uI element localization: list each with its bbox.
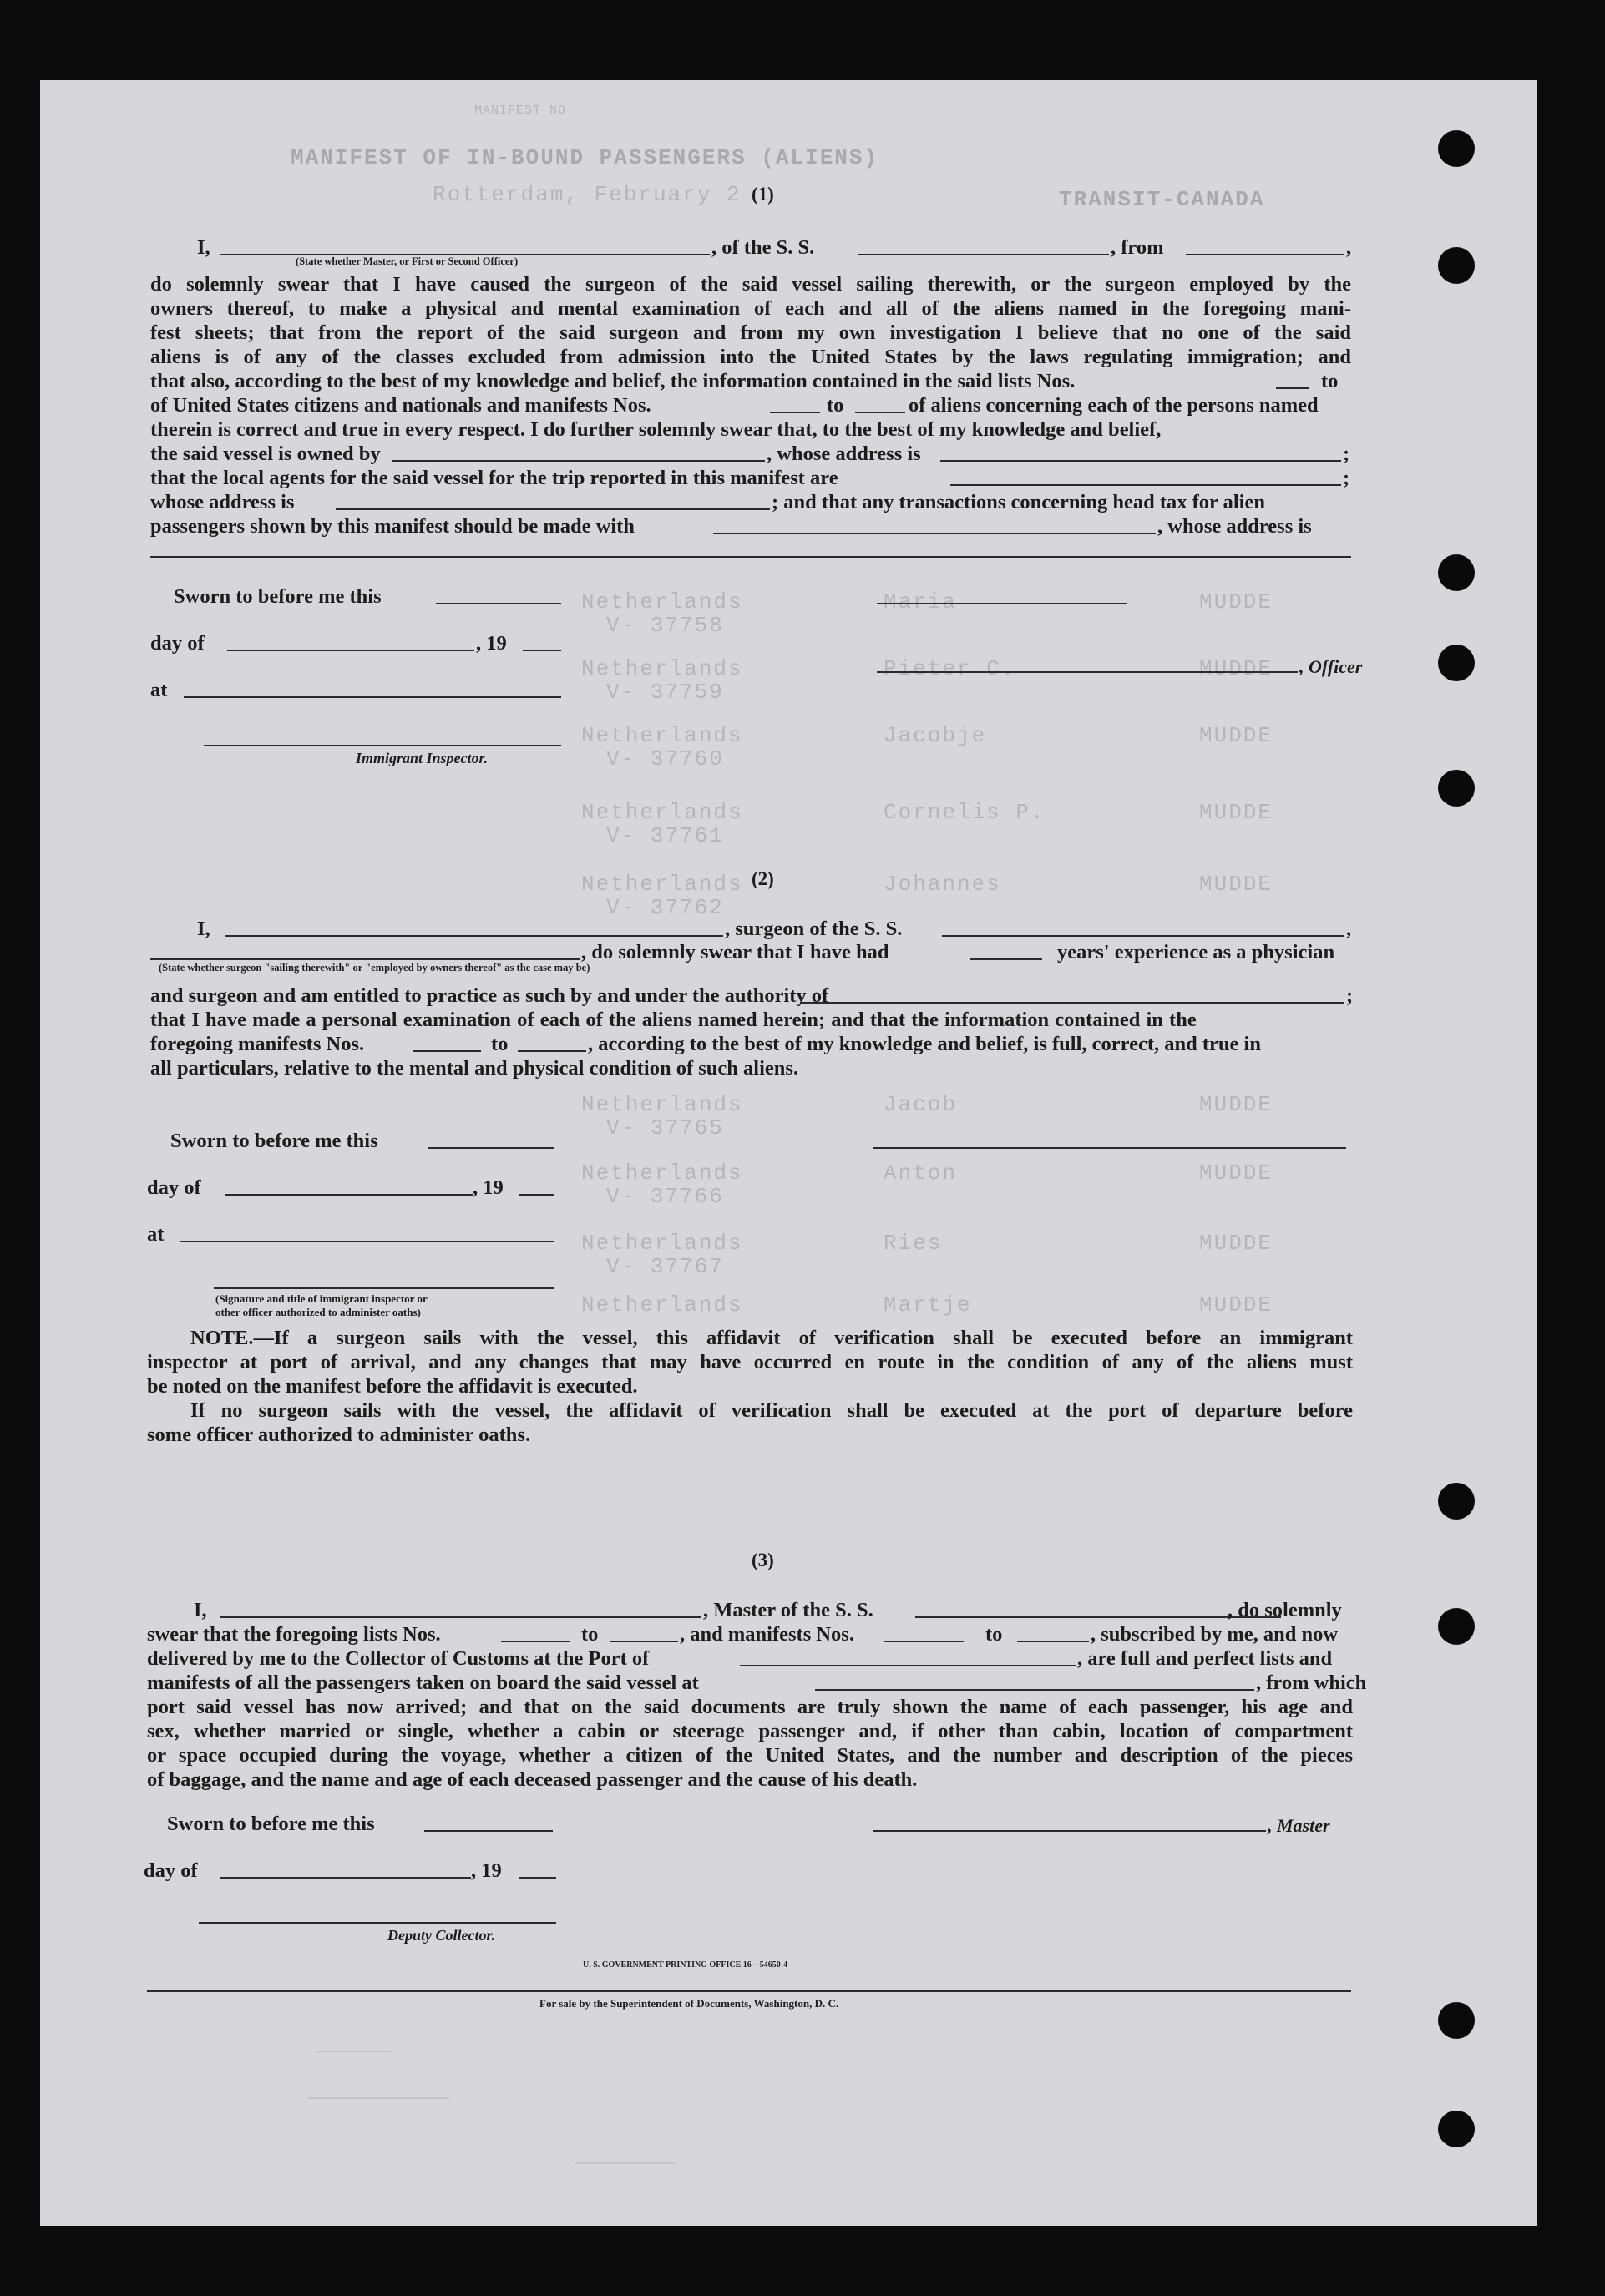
ghost-nationality: Netherlands [581,723,743,748]
punch-hole [1438,1483,1475,1520]
s3-do-solemnly: , do solemnly [1228,1599,1342,1621]
punch-hole [1438,554,1475,591]
s3-i: I, [194,1599,207,1621]
s3-swear: swear that the foregoing lists Nos. [147,1623,441,1646]
s2-years: years' experience as a physician [1057,941,1335,963]
ghost-title: MANIFEST OF IN-BOUND PASSENGERS (ALIENS) [291,145,879,170]
s2-day-field[interactable] [225,1194,473,1196]
s2-authority: and surgeon and am entitled to practice as such by and under the authority of [150,984,829,1007]
ghost-transit: TRANSIT-CANADA [1059,187,1265,212]
s2-nineteen: , 19 [473,1176,504,1199]
s1-semicolon-2: ; [1343,467,1350,489]
s3-oath-text [147,1695,1353,1792]
s2-manifest-from-field[interactable] [413,1050,481,1052]
s2-inspector-signature[interactable] [214,1287,554,1289]
s1-final-address-field[interactable] [150,556,1351,558]
s1-aliens-concerning: of aliens concerning each of the persons named [909,394,1319,417]
s3-ship-field[interactable] [915,1616,1281,1618]
s1-owned-by: the said vessel is owned by [150,443,381,465]
footer-rule [147,1990,1351,1992]
s3-and-manifests: , and manifests Nos. [680,1623,854,1646]
s2-ship-field[interactable] [942,935,1344,937]
s3-subscribed: , subscribed by me, and now [1091,1623,1339,1646]
ghost-scribble [316,2030,391,2052]
ghost-scribble [307,2077,449,2099]
ghost-given-name: Jacobje [884,723,987,748]
s2-authority-field[interactable] [800,1002,1344,1004]
ghost-nationality: Netherlands [581,872,743,897]
ghost-nationality: Netherlands [581,1231,743,1256]
ghost-given-name: Anton [884,1161,958,1186]
s1-owner-field[interactable] [392,460,765,462]
ghost-visa: V- 37767 [606,1254,724,1279]
s2-note-3: be noted on the manifest before the affidavit is executed. [147,1375,638,1398]
s2-personal-exam: that I have made a personal examination of each of the aliens named herein; and that the information contained in the [150,1009,1197,1031]
s1-passengers-shown: passengers shown by this manifest should be made with [150,515,635,538]
ghost-surname: MUDDE [1199,589,1273,614]
ghost-given-name: Pieter C. [884,656,1016,681]
s1-at-field[interactable] [184,696,561,698]
sale-imprint: For sale by the Superintendent of Documents, Washington, D. C. [539,1997,839,2010]
s1-semicolon: ; [1343,443,1350,465]
s2-surgeon-type-field[interactable] [150,958,580,960]
manifest-back-page [40,80,1537,2226]
s1-at: at [150,679,168,701]
s1-from-field[interactable] [1186,254,1344,255]
s2-manifest-to-field[interactable] [518,1050,586,1052]
s3-nineteen: , 19 [471,1859,502,1882]
s1-head-tax: ; and that any transactions concerning head tax for alien [772,491,1265,513]
s1-line: fest sheets; that from the report of the said surgeon and from my own investigation I believe that no one of the said [150,321,1351,344]
s2-sig-caption-2: other officer authorized to administer oaths) [215,1306,421,1318]
s1-day-of: day of [150,632,205,655]
s1-correct-line: therein is correct and true in every respect. I do further solemnly swear that, to the best of my knowledge and belief, [150,418,1162,441]
s2-note-1: NOTE.—If a surgeon sails with the vessel, this affidavit of verification shall be executed before an immigrant [190,1327,1353,1349]
punch-hole [1438,1608,1475,1645]
s1-sworn-field[interactable] [436,603,561,604]
s1-comma: , [1346,236,1352,259]
s1-day-field[interactable] [227,650,474,651]
s2-surgeon-name-field[interactable] [225,935,723,937]
ghost-visa: V- 37761 [606,823,724,848]
s2-semicolon: ; [1346,984,1354,1007]
s1-from-label: , from [1111,236,1164,259]
s1-oath-text [150,272,1351,369]
s3-manifests-of: manifests of all the passengers taken on board the said vessel at [147,1671,699,1694]
s2-sig-caption-1: (Signature and title of immigrant inspector or [215,1292,428,1305]
s2-particulars: all particulars, relative to the mental and physical condition of such aliens. [150,1057,799,1080]
s3-master-of: , Master of the S. S. [703,1599,873,1621]
s1-line: aliens is of any of the classes excluded from admission into the United States by the laws regulating immigration; and [150,346,1351,368]
ghost-nationality: Netherlands [581,800,743,825]
s1-ss-label: , of the S. S. [711,236,815,259]
s1-owner-address-field[interactable] [940,460,1341,462]
s3-to-2: to [985,1623,1003,1646]
punch-hole [1438,2111,1475,2147]
s3-lists-from-field[interactable] [501,1641,570,1642]
ghost-surname: MUDDE [1199,723,1273,748]
s1-officer-label: , Officer [1299,656,1363,677]
s3-embark-port-field[interactable] [815,1689,1254,1691]
s3-line: sex, whether married or single, whether a cabin or steerage passenger and, if other than cabin, location of compartment [147,1720,1353,1742]
punch-hole [1438,247,1475,284]
s2-at-field[interactable] [180,1241,554,1242]
ghost-surname: MUDDE [1199,872,1273,897]
s1-inspector-label: Immigrant Inspector. [356,750,489,766]
s2-to: to [491,1033,509,1055]
ghost-surname: MUDDE [1199,1231,1273,1256]
s3-line: of baggage, and the name and age of each deceased passenger and the cause of his death. [147,1768,918,1791]
s3-to-1: to [581,1623,599,1646]
punch-hole [1438,130,1475,167]
s2-solemnly: , do solemnly swear that I have had [581,941,889,963]
s1-agents-field[interactable] [950,484,1341,486]
s3-line: or space occupied during the voyage, whether a citizen of the United States, and the number and description of the pieces [147,1744,1353,1767]
s1-manifests-line: of United States citizens and nationals and manifests Nos. [150,394,651,417]
section-3-heading: (3) [752,1550,774,1570]
s2-foregoing: foregoing manifests Nos. [150,1033,365,1055]
s3-line: port said vessel has now arrived; and that on the said documents are truly shown the name of each passenger, his age and [147,1696,1353,1718]
s3-from-which: , from which [1256,1671,1367,1694]
s3-manifests-to-field[interactable] [1017,1641,1089,1642]
punch-hole [1438,770,1475,807]
ghost-nationality: Netherlands [581,1161,743,1186]
s2-caption: (State whether surgeon "sailing therewith" or "employed by owners thereof" as the case may be) [159,962,590,974]
punch-hole [1438,645,1475,681]
s3-lists-to-field[interactable] [610,1641,678,1642]
s1-manifest-to-field[interactable] [855,412,905,413]
s2-note-5: some officer authorized to administer oaths. [147,1424,531,1446]
ghost-nationality: Netherlands [581,589,743,614]
ghost-nationality: Netherlands [581,1292,743,1317]
s1-i: I, [197,236,210,259]
s1-agents-address-field[interactable] [336,508,770,510]
s2-according: , according to the best of my knowledge and belief, is full, correct, and true in [588,1033,1261,1055]
s3-sworn-field[interactable] [424,1830,553,1832]
s1-line: owners thereof, to make a physical and mental examination of each and all of the aliens named in the foregoing mani- [150,297,1351,320]
section-2-heading: (2) [752,868,774,889]
ghost-given-name: Ries [884,1231,943,1256]
s2-at: at [147,1223,165,1246]
s1-ship-field[interactable] [858,254,1109,255]
s1-whose-address: , whose address is [767,443,921,465]
ghost-visa: V- 37760 [606,746,724,771]
punch-hole [1438,2002,1475,2039]
ghost-sailing: Rotterdam, February 2 [433,182,742,207]
ghost-surname: MUDDE [1199,800,1273,825]
ghost-given-name: Jacob [884,1092,958,1117]
s2-note-2: inspector at port of arrival, and any changes that may have occurred en route in the condition of any of the aliens must [147,1351,1353,1373]
ghost-visa: V- 37758 [606,613,724,638]
s3-master-signature[interactable] [873,1830,1266,1832]
s1-head-tax-field[interactable] [713,533,1156,534]
ghost-given-name: Maria [884,589,958,614]
s3-year-field[interactable] [519,1877,556,1879]
s3-delivered: delivered by me to the Collector of Customs at the Port of [147,1647,650,1670]
ghost-visa: V- 37759 [606,680,724,705]
s3-manifests-from-field[interactable] [884,1641,964,1642]
s1-sworn: Sworn to before me this [174,585,382,608]
s3-deputy-signature[interactable] [199,1922,556,1924]
s1-whose-address-is-2: , whose address is [1157,515,1312,538]
s2-years-field[interactable] [970,958,1042,960]
s2-comma: , [1346,918,1352,940]
s1-manifest-from-field[interactable] [770,412,820,413]
section-1-heading: (1) [752,184,774,205]
s3-deputy-label: Deputy Collector. [387,1927,495,1944]
s2-i: I, [197,918,210,940]
ghost-given-name: Cornelis P. [884,800,1046,825]
s3-day-field[interactable] [220,1877,471,1879]
s3-are-full: , are full and perfect lists and [1077,1647,1333,1670]
s2-day-of: day of [147,1176,201,1199]
s1-manifests-to: to [827,394,844,417]
ghost-surname: MUDDE [1199,1092,1273,1117]
s2-note-4: If no surgeon sails with the vessel, the affidavit of verification shall be executed at the port of departure before [190,1399,1353,1422]
ghost-surname: MUDDE [1199,656,1273,681]
gpo-imprint: U. S. GOVERNMENT PRINTING OFFICE 16—54650-4 [583,1960,788,1970]
ghost-surname: MUDDE [1199,1161,1273,1186]
s1-line: do solemnly swear that I have caused the surgeon of the said vessel sailing therewith, or the surgeon employed by the [150,273,1351,296]
s1-officer-signature-top[interactable] [877,603,1127,604]
s1-inspector-signature[interactable] [204,745,561,746]
s1-officer-field[interactable] [877,671,1298,673]
s1-caption: (State whether Master, or First or Second Officer) [296,255,519,267]
s3-port-field[interactable] [740,1665,1076,1666]
ghost-manifest-no: MANIFEST NO. [474,104,575,118]
ghost-nationality: Netherlands [581,1092,743,1117]
ghost-scribble [575,2146,675,2164]
ghost-surname: MUDDE [1199,1292,1273,1317]
s3-master-name-field[interactable] [220,1616,701,1618]
s1-local-agents: that the local agents for the said vessel for the trip reported in this manifest are [150,467,838,489]
s1-whose-address-is: whose address is [150,491,295,513]
s3-day-of: day of [144,1859,198,1882]
ghost-visa: V- 37766 [606,1184,724,1209]
s2-sworn: Sworn to before me this [170,1130,378,1152]
ghost-given-name: Martje [884,1292,972,1317]
s2-surgeon-of: , surgeon of the S. S. [725,918,903,940]
s3-sworn: Sworn to before me this [167,1813,375,1835]
s2-year-field[interactable] [519,1194,554,1196]
ghost-given-name: Johannes [884,872,1001,897]
s1-lists-from-field[interactable] [1276,387,1309,389]
ghost-visa: V- 37765 [606,1115,724,1140]
s1-lists-to: to [1321,370,1339,392]
s2-surgeon-signature[interactable] [873,1147,1346,1149]
s1-lists-line: that also, according to the best of my knowledge and belief, the information contained in the said lists Nos. [150,370,1076,392]
s1-nineteen: , 19 [476,632,507,655]
ghost-nationality: Netherlands [581,656,743,681]
s3-master-label: , Master [1268,1815,1330,1836]
s1-year-field[interactable] [523,650,561,651]
s2-sworn-field[interactable] [428,1147,554,1149]
ghost-visa: V- 37762 [606,895,724,920]
